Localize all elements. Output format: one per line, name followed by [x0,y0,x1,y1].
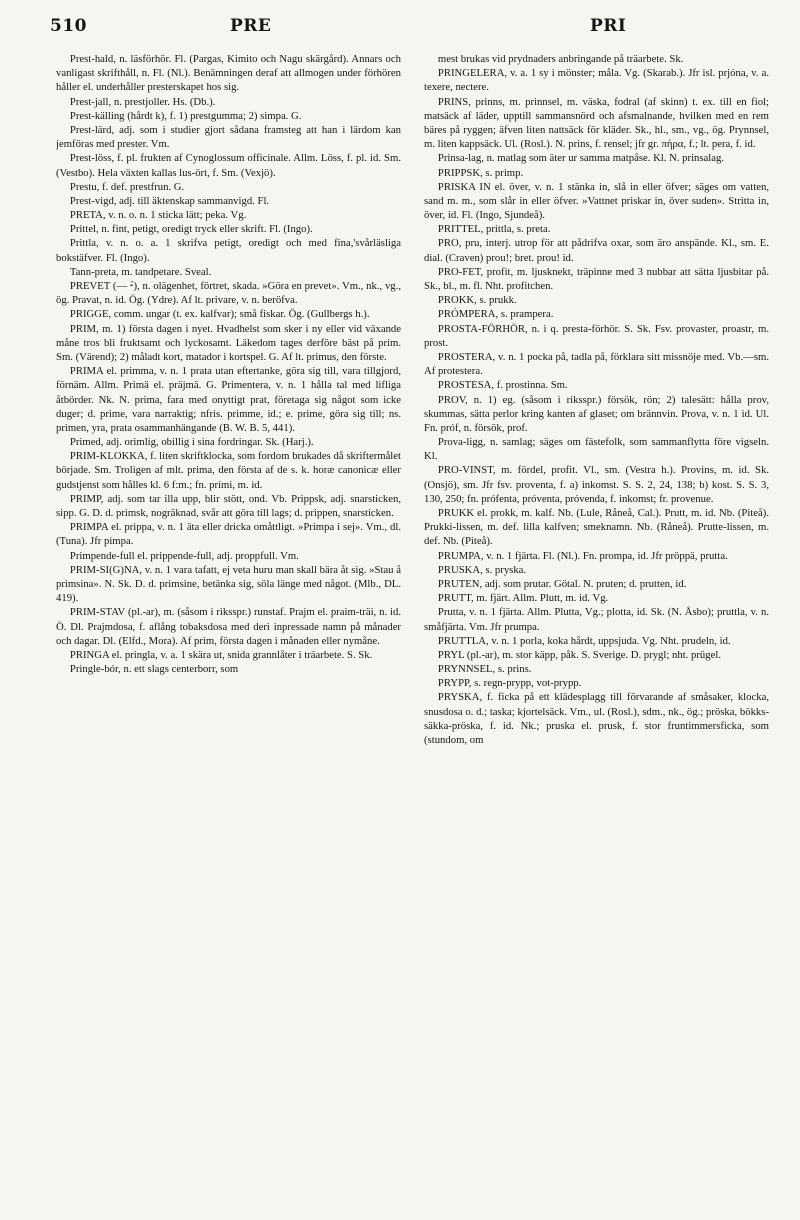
dictionary-entry: Pringle-bór, n. ett slags centerborr, som [69,663,239,676]
dictionary-entry: mest brukas vid prydnaders anbringande på träarbete. Sk. [437,53,684,65]
dictionary-entry: PREVET (— ⏑́), n. olägenhet, förtret, skada. »Göra en prevet». Vm., nk., vg., ög. Pravat, n. id. Ög. (Ydre). Af lt. privare, v. n. beröfva. [56,280,401,307]
dictionary-entry: Prest-löss, f. pl. frukten af Cynoglossum officinale. Allm. Löss, f. pl. id. Sm. (Vestbo). Hela växten kallas lus-ört, f. Sm. (Vexjö). [56,152,401,179]
dictionary-entry: PRIM, m. 1) första dagen i nyet. Hvadhelst som sker i ny eller vid växande måne tros bli fruktsamt och lyckosamt. Läkedom tages derföre bäst på prim. Sm. (Värend); 2) måladt kort, matador i kortspel. G. Af lt. primus, den förste. [56,322,401,363]
dictionary-entry: Prittel, n. fint, petigt, oredigt tryck eller skrift. Fl. (Ingo). [69,223,313,236]
dictionary-entry: PRUMPA, v. n. 1 fjärta. Fl. (Nl.). Fn. prompa, id. Jfr pröppä, prutta. [437,549,728,562]
dictionary-entry: PRETA, v. n. o. n. 1 sticka lätt; peka. Vg. [69,209,247,222]
dictionary-entry: Prest-jall, n. prestjoller. Hs. (Db.). [69,95,216,108]
dictionary-entry: Tann-preta, m. tandpetare. Sveal. [69,265,212,278]
dictionary-entry: PRIM-KLOKKA, f. liten skriftklocka, som fordom brukades då skriftermålet började. Sm. Troligen af mlt. prima, den första af de s. k. horæ canonicæ eller gudstjenst som hålles kl. 6 f:m.; fn. prími, m. id. [56,450,401,491]
left-guide-word: PRE [230,16,272,36]
dictionary-entry: Prinsa-lag, n. matlag som äter ur samma matpåse. Kl. N. prinsalag. [437,152,725,165]
dictionary-entry: Prest-lärd, adj. som i studier gjort sådana framsteg att han i lärdom kan jemföras med prester. Vm. [56,123,401,151]
dictionary-entry: PROSTA-FÖRHÖR, n. i q. presta-förhör. S. Sk. Fsv. provaster, proastr, m. prost. [424,322,769,349]
dictionary-entry: PRUSKA, s. pryska. [437,563,527,576]
right-guide-word: PRI [590,16,627,36]
dictionary-entry: PRUKK el. prokk, m. kalf. Nb. (Lule, Råneå, Cal.). Prutt, m. id. Nb. (Piteå). Prukki-lissen, m. def. lilla kalfven; smeknamn. Nb. (Råneå). Prutte-lissen, m. def. Nb. (Piteå). [424,507,769,548]
dictionary-entry: PRYNNSEL, s. prins. [437,663,532,676]
dictionary-entry: PRINGELERA, v. a. 1 sy i mönster; måla. Vg. (Skarab.). Jfr isl. prjóna, v. a. texere, nectere. [424,67,769,94]
dictionary-entry: PRIM-SI(G)NA, v. n. 1 vara tafatt, ej veta huru man skall bära åt sig. »Stau å primsina». N. Sk. D. d. primsine, betänka sig, söla länge med något. (Mlb., DL. 419). [56,563,401,605]
dictionary-entry: PROKK, s. prukk. [437,294,517,307]
dictionary-entry: Primpende-full el. prippende-full, adj. proppfull. Vm. [69,549,299,562]
left-column [56,52,401,1212]
dictionary-entry: Prest-vigd, adj. till äktenskap sammanvigd. Fl. [69,194,270,207]
dictionary-entry: PRUTTLA, v. n. 1 porla, koka hårdt, uppsjuda. Vg. Nht. prudeln, id. [437,634,731,647]
dictionary-entry: PROV, n. 1) eg. (såsom i riksspr.) försök, rön; 2) talesätt: hålla prov, skummas, sätta perlor kring kanten af glaset; om brännvin. Prova, v. n. 1 id. Ul. Fn. próf, n. försök, prof. [424,393,769,434]
dictionary-entry: Prova-ligg, n. samlag; säges om fästefolk, som sammanflytta före vigseln. Kl. [424,436,769,463]
dictionary-entry: Primed, adj. orimlig, obillig i sina fordringar. Sk. (Harj.). [69,436,314,449]
dictionary-entry: PRITTEL, prittla, s. preta. [437,223,551,236]
page-header [50,16,776,46]
dictionary-entry: PRINS, prinns, m. prinnsel, m. väska, fodral (af skinn) t. ex. till en fiol; matsäck af läder, upptill sammansnörd och afsmalnande, hvilken med en rem bäres på ryggen; äfven liten nattsäck för kläder. Sk., hl., sm., vg., ög. Prynnsel, m. liten kappsäck. Ul. (Rosl.). N. prins, f. rensel; jfr gr. πήρα, f.; lt. pera, f. id. [424,95,769,151]
right-column [424,52,769,1212]
dictionary-entry: Prest-hald, n. läsförhör. Fl. (Pargas, Kimito och Nagu skärgård). Annars och vanligast skrifthåll, n. Fl. (Nl.). Benämningen deraf att allmogen under förhören håller el. underhåller presterskapet hos sig. [56,53,401,94]
dictionary-entry: PRINGA el. pringla, v. a. 1 skära ut, snida grannlåter i träarbete. S. Sk. [69,648,373,661]
dictionary-entry: Prutta, v. n. 1 fjärta. Allm. Plutta, Vg.; plotta, id. Sk. (N. Åsbo); pruttla, v. n. småfjärta. Vm. Jfr prumpa. [424,606,769,633]
dictionary-entry: PRIPPSK, s. primp. [437,166,524,179]
dictionary-entry: PRO, pru, interj. utrop för att pådrifva oxar, som äro anspände. Kl., sm. E. dial. (Craven) prou!; bret. prou! id. [424,237,769,264]
dictionary-entry: PRYL (pl.-ar), m. stor käpp, påk. S. Sverige. D. prygl; nht. prügel. [437,648,721,661]
dictionary-entry: PRYPP, s. regn-prypp, vot-prypp. [437,677,582,690]
dictionary-entry: PRYSKA, f. ficka på ett klädesplagg till förvarande af småsaker, klocka, snusdosa o. d.; taska; kjortelsäck. Vm., ul. (Rosl.), sdm., nk., ög.; pröska, bökks-säkka-pröska, f. id. Nk.; pruska el. prusk, f. stor fruntimmersficka, som (stundom, om [424,691,769,746]
dictionary-entry: PRÓMPERA, s. prampera. [437,308,554,321]
dictionary-entry: Prittla, v. n. o. a. 1 skrifva petigt, oredigt och med fina,'svårläsliga bokstäfver. Fl. (Ingo). [56,237,401,264]
dictionary-entry: PROSTERA, v. n. 1 pocka på, tadla på, förklara sitt missnöje med. Vb.—sm. Af protestera. [424,350,769,378]
dictionary-entry: PRIMA el. primma, v. n. 1 prata utan eftertanke, göra sig till, vara tillgjord, förnäm. Allm. Primä el. präjmä. G. Primentera, v. n. 1 hålla tal med lifliga åtbörder. Nk. N. prima, fara med onyttigt prat, företaga sig något som icke duger; d. prime, vara narraktig; nfris. primme, id.; e. prime, göra sig till; ns. primen, yra, prata osammanhängande (B. W. B. 5, 441). [56,365,401,434]
dictionary-entry: PRISKA IN el. över, v. n. 1 stänka in, slå in eller öfver; säges om vatten, sand m. m., som slår in eller öfver. »Vattnet priskar in, över suden». Stritta in, över, id. Fl. (Ingo, Sjundeå). [424,180,769,222]
dictionary-entry: PRUTT, m. fjärt. Allm. Plutt, m. id. Vg. [437,592,609,605]
dictionary-entry: PRIMPA el. prippa, v. n. 1 äta eller dricka omåttligt. »Primpa i sej». Vm., dl. (Tuna). Jfr pimpa. [56,521,401,548]
dictionary-entry: PRO-FET, profit, m. ljusknekt, träpinne med 3 nubbar att sätta ljusbitar på. Sk., bl., m. fl. Nht. profitchen. [424,265,769,292]
dictionary-entry: PRIGGE, comm. ungar (t. ex. kalfvar); små fiskar. Ög. (Gullbergs h.). [69,308,370,321]
dictionary-entry: PRIMP, adj. som tar illa upp, blir stött, ond. Vb. Prippsk, adj. snarsticken, sipp. G. D. d. primsk, nogräknad, svår att göra till lags; d. prippen, snarsticken. [56,492,401,519]
dictionary-entry: Prestu, f. def. prestfrun. G. [69,180,185,193]
dictionary-entry: Prest-källing (hårdt k), f. 1) prestgumma; 2) simpa. G. [69,109,302,122]
dictionary-entry: PRO-VINST, m. fördel, profit. Vl., sm. (Vestra h.). Provins, m. id. Sk. (Onsjö), sm. Jfr fsv. proventa, f. a) inkomst. S. S. 2, 24, 138; b) kost. S. S. 3, 130, 250; fn. prófenta, próventa, próvenda, f. inkomst; fr. provenue. [424,464,769,505]
dictionary-entry: PROSTESA, f. prostinna. Sm. [437,379,568,392]
dictionary-entry: PRUTEN, adj. som prutar. Götal. N. pruten; d. prutten, id. [437,577,687,590]
dictionary-entry: PRIM-STAV (pl.-ar), m. (såsom i riksspr.) runstaf. Prajm el. praim-träi, n. id. Ö. Dl. Prajmdosa, f. aflång tobaksdosa med deri inpressade namn på månader och dagar. Dl. (Elfd., Mora). Af prim, första dagen i månaden eller nymåne. [56,606,401,647]
page-number: 510 [50,16,87,36]
